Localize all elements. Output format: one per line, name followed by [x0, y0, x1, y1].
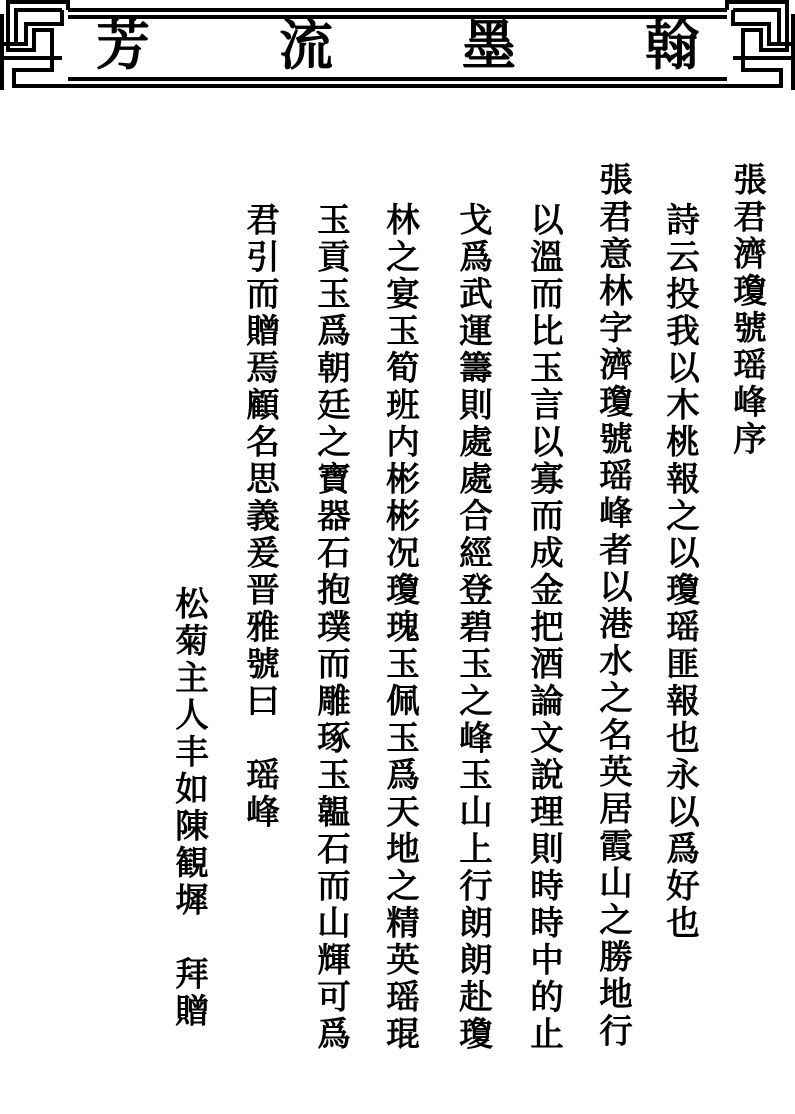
banner-title	[70, 12, 725, 78]
text-column: 林之宴玉筍班内彬彬况瓊瑰玉佩玉爲天地之精英瑶琨	[380, 202, 420, 1053]
text-column: 戈爲武運籌則處處合經登碧玉之峰玉山上行朗朗赴瓊	[453, 202, 493, 1053]
signature-column: 松菊主人丰如陳観墀 拜贈	[169, 586, 209, 1030]
header-banner	[0, 0, 795, 90]
banner-char: 芳	[96, 13, 150, 77]
banner-char: 翰	[645, 13, 699, 77]
text-column: 君引而贈焉顧名思義爰晋雅號曰 瑶峰	[240, 202, 280, 831]
text-column: 以溫而比玉言以寡而成金把酒論文說理則時時中的止	[524, 202, 564, 1053]
document-body	[160, 160, 790, 1100]
banner-char: 墨	[462, 13, 516, 77]
text-column: 張君意林字濟瓊號瑶峰者以港水之名英居霞山之勝地行	[593, 162, 633, 1050]
banner-char: 流	[279, 13, 333, 77]
text-column: 玉貢玉爲朝廷之寶器石抱璞而雕琢玉韞石而山輝可爲	[311, 202, 351, 1053]
document-title: 張君濟瓊號瑶峰序	[727, 162, 767, 458]
text-column: 詩云投我以木桃報之以瓊瑶匪報也永以爲好也	[660, 202, 700, 942]
